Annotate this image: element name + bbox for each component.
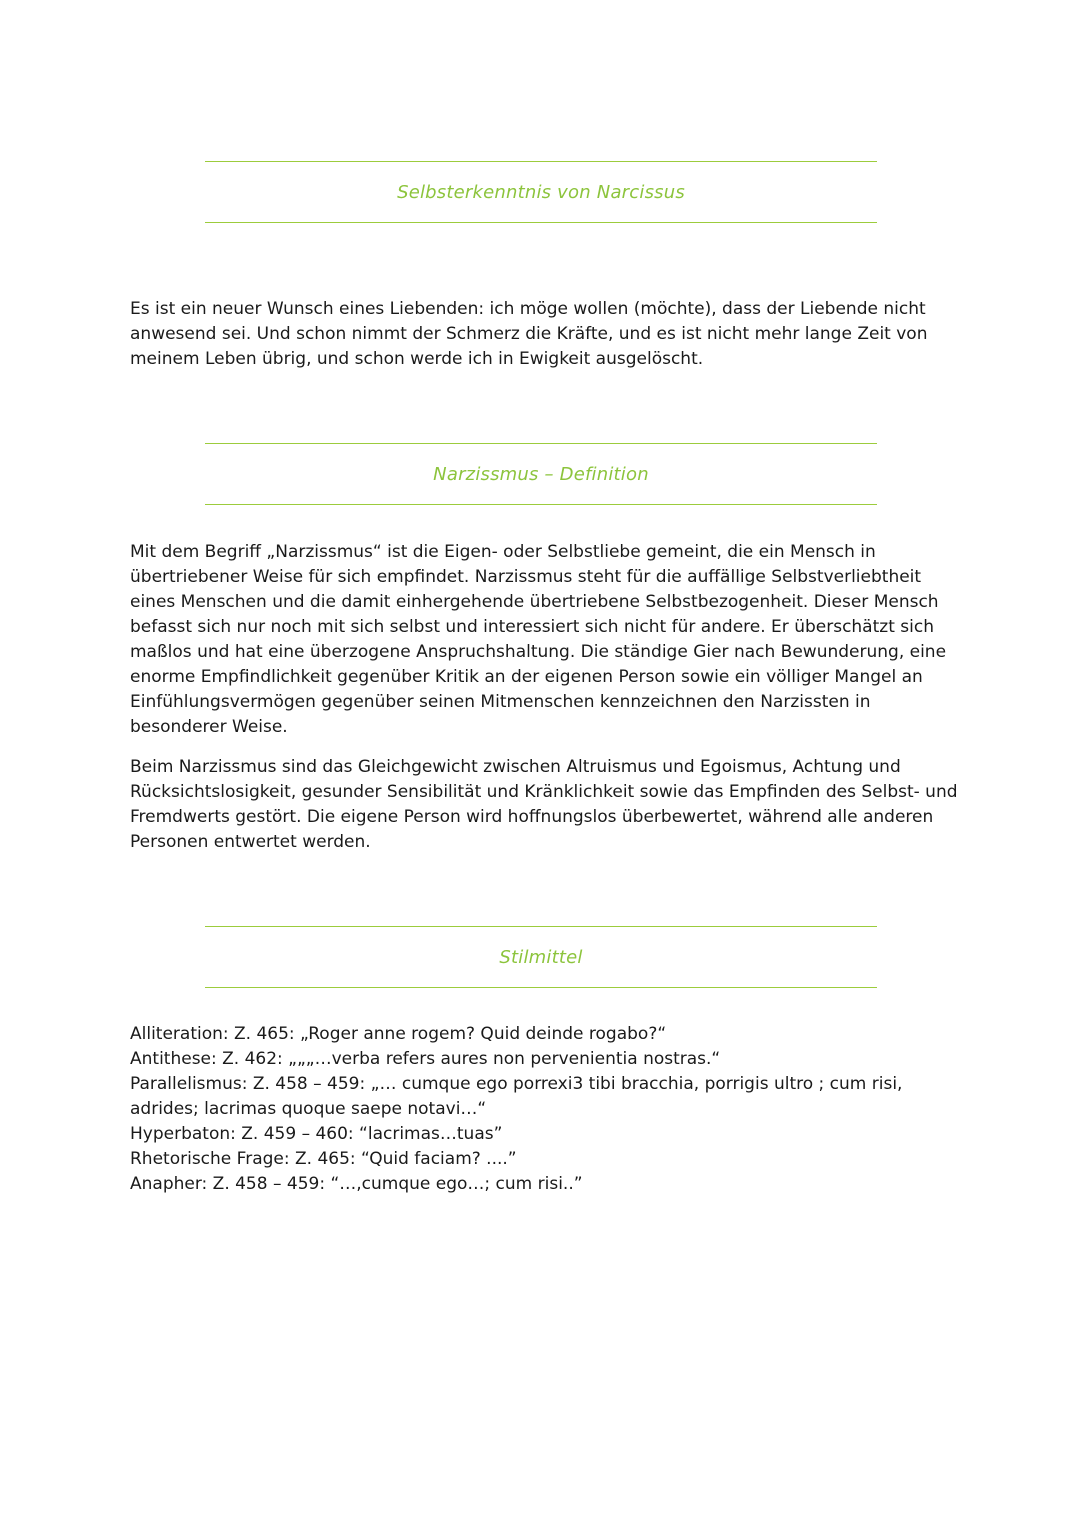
paragraph-definition-2: Beim Narzissmus sind das Gleichgewicht zwischen Altruismus und Egoismus, Achtung und Rücksichtslosigkeit, gesunder Sensibilität und Kränklichkeit sowie das Empfinden des Selbst- und Fremdwerts gestört. Die eigene Person wird hoffnungslos überbewertet, während alle anderen Personen entwertet werden. bbox=[130, 757, 958, 852]
stilmittel-list bbox=[130, 1022, 960, 1197]
list-item: Alliteration: Z. 465: „Roger anne rogem? Quid deinde rogabo?“ bbox=[130, 1024, 667, 1044]
list-item: Hyperbaton: Z. 459 – 460: “lacrimas…tuas” bbox=[130, 1124, 503, 1144]
section-heading-box-definition bbox=[205, 443, 877, 505]
section-heading-definition: Narzissmus – Definition bbox=[433, 463, 649, 485]
paragraph-selbsterkenntnis: Es ist ein neuer Wunsch eines Liebenden: ich möge wollen (möchte), dass der Liebende nicht anwesend sei. Und schon nimmt der Schmerz die Kräfte, und es ist nicht mehr lange Zeit von meinem Leben übrig, und schon werde ich in Ewigkeit ausgelöscht. bbox=[130, 299, 928, 369]
paragraph-definition-1: Mit dem Begriff „Narzissmus“ ist die Eigen- oder Selbstliebe gemeint, die ein Mensch in übertriebener Weise für sich empfindet. Narzissmus steht für die auffällige Selbstverliebtheit eines Menschen und die damit einhergehende übertriebene Selbstbezogenheit. Dieser Mensch befasst sich nur noch mit sich selbst und interessiert sich nicht für andere. Er überschätzt sich maßlos und hat eine überzogene Anspruchshaltung. Die ständige Gier nach Bewunderung, eine enorme Empfindlichkeit gegenüber Kritik an der eigenen Person sowie ein völliger Mangel an Einfühlungsvermögen gegenüber seinen Mitmenschen kennzeichnen den Narzissten in besonderer Weise. bbox=[130, 542, 947, 737]
list-item: Parallelismus: Z. 458 – 459: „… cumque ego porrexi3 tibi bracchia, porrigis ultro ; cum risi, adrides; lacrimas quoque saepe notavi…“ bbox=[130, 1074, 903, 1119]
section-heading-box-selbsterkenntnis bbox=[205, 161, 877, 223]
section-heading-box-stilmittel bbox=[205, 926, 877, 988]
list-item: Anapher: Z. 458 – 459: “…,cumque ego…; cum risi..” bbox=[130, 1174, 583, 1194]
section-heading-selbsterkenntnis: Selbsterkenntnis von Narcissus bbox=[397, 181, 685, 203]
list-item: Rhetorische Frage: Z. 465: “Quid faciam? ....” bbox=[130, 1149, 517, 1169]
section-heading-stilmittel: Stilmittel bbox=[499, 946, 583, 968]
list-item: Antithese: Z. 462: „„„…verba refers aures non pervenientia nostras.“ bbox=[130, 1049, 721, 1069]
